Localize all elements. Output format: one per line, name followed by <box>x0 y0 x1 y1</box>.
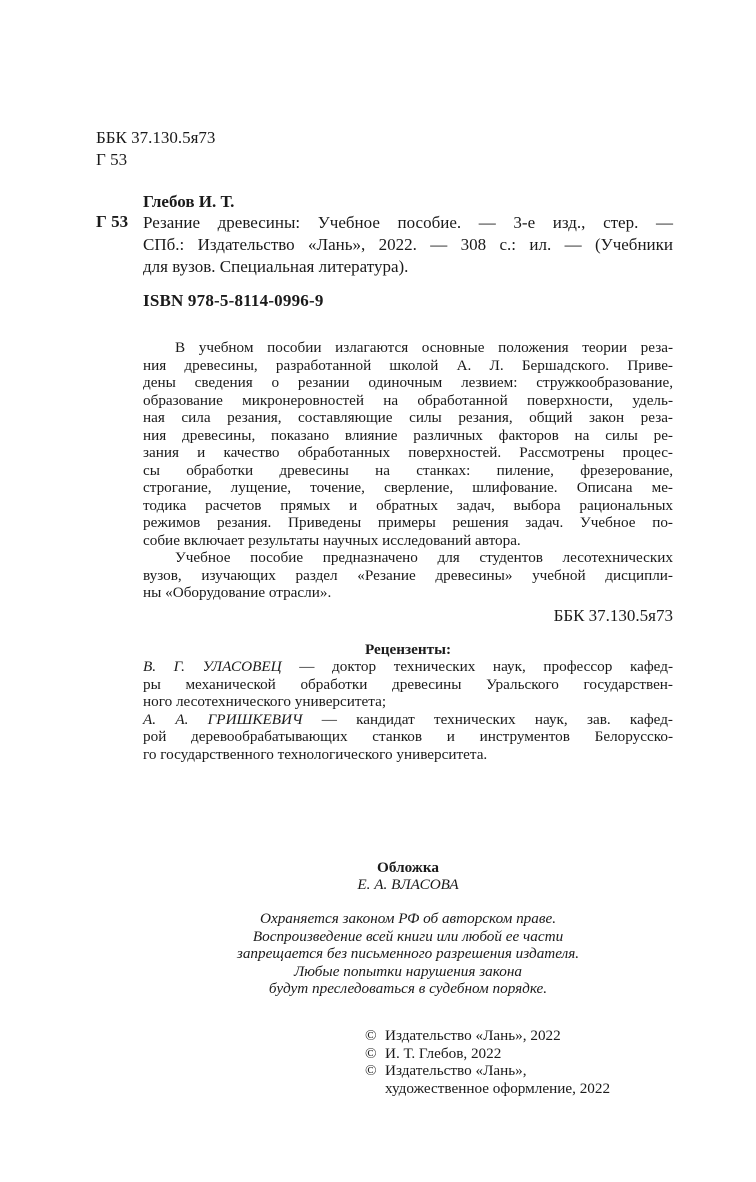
annotation-line: тодика расчетов прямых и обратных задач, выбора рациональных <box>143 496 673 514</box>
reviewer-line: рой деревообрабатывающих станков и инструментов Белорусско- <box>143 728 673 745</box>
annotation-line: Учебное пособие предназначено для студентов лесотехнических <box>175 549 673 566</box>
copyright-icon: © <box>365 1044 377 1062</box>
annotation-line: ния древесины, разработанной школой А. Л. Бершадского. Приве- <box>143 356 673 374</box>
reviewer-line: го государственного технологического университета. <box>143 745 488 763</box>
notice-line: запрещается без письменного разрешения издателя. <box>236 945 580 962</box>
copyright-notice <box>143 910 673 998</box>
annotation-line: строгание, лущение, точение, сверление, шлифование. Описана ме- <box>143 479 673 496</box>
copyright-line: © Издательство «Лань», <box>365 1062 527 1079</box>
notice-line: Охраняется законом РФ об авторском праве. <box>259 910 556 927</box>
bibliographic-record <box>143 212 673 278</box>
isbn: ISBN 978-5-8114-0996-9 <box>143 291 324 310</box>
bbk-index: ББК 37.130.5я73 <box>96 128 216 147</box>
copyright-block <box>365 1027 610 1097</box>
biblio-line: для вузов. Специальная литература). <box>143 257 409 276</box>
notice-line: Любые попытки нарушения закона <box>293 962 522 980</box>
notice-line: Воспроизведение всей книги или любой ее части <box>252 927 564 945</box>
annotation-line: ная сила резания, составляющие силы резания, общий закон реза- <box>143 409 673 426</box>
annotation-line: образование микронеровностей на обработанной поверхности, удель- <box>143 391 673 409</box>
bbk-header <box>96 127 215 171</box>
copyright-line: © И. Т. Глебов, 2022 <box>365 1044 502 1062</box>
copyright-icon: © <box>365 1027 377 1044</box>
annotation-line: зания и качество обработанных поверхностей. Рассмотрены процес- <box>143 444 673 461</box>
annotation-line: сы обработки древесины на станках: пиление, фрезерование, <box>143 461 673 479</box>
cover-title: Обложка <box>377 859 439 876</box>
annotation <box>143 339 673 602</box>
author-name: Глебов И. Т. <box>143 192 235 211</box>
bbk-index-right: ББК 37.130.5я73 <box>553 606 673 625</box>
reviewer-name: А. А. ГРИШКЕВИЧ <box>143 710 303 728</box>
biblio-line: Резание древесины: Учебное пособие. — 3-е изд., стер. — <box>143 213 673 232</box>
cover-designer: Е. А. ВЛАСОВА <box>357 876 459 893</box>
biblio-line: СПб.: Издательство «Лань», 2022. — 308 с.: ил. — (Учебники <box>143 235 673 254</box>
notice-line: будут преследоваться в судебном порядке. <box>268 980 548 997</box>
reviewer-line: ного лесотехнического университета; <box>143 693 387 710</box>
reviewers-list <box>143 658 673 763</box>
annotation-line: собие включает результаты научных исследований автора. <box>143 531 521 549</box>
copyright-icon: © <box>365 1062 377 1079</box>
annotation-line: дены сведения о резании одиночным лезвием: стружкообразование, <box>143 374 673 391</box>
biblio-code: Г 53 <box>96 212 129 231</box>
annotation-line: ния древесины, показано влияние различных факторов на силы ре- <box>143 426 673 444</box>
annotation-line: режимов резания. Приведены примеры решения задач. Учебное по- <box>143 514 673 531</box>
reviewers-title: Рецензенты: <box>364 641 452 658</box>
author-mark: Г 53 <box>96 150 128 169</box>
reviewer-line: А. А. ГРИШКЕВИЧ — кандидат технических наук, зав. кафед- <box>143 710 673 728</box>
reviewer-line: ры механической обработки древесины Уральского государствен- <box>143 675 673 693</box>
annotation-line: вузов, изучающих раздел «Резание древесины» учебной дисципли- <box>143 566 673 584</box>
annotation-line: В учебном пособии излагаются основные положения теории реза- <box>175 339 673 356</box>
copyright-line: © Издательство «Лань», 2022 <box>365 1027 561 1044</box>
copyright-line: художественное оформление, 2022 <box>385 1079 611 1097</box>
annotation-line: ны «Оборудование отрасли». <box>143 584 332 601</box>
reviewer-line: В. Г. УЛАСОВЕЦ — доктор технических наук, профессор кафед- <box>143 658 673 675</box>
reviewer-name: В. Г. УЛАСОВЕЦ <box>143 658 282 675</box>
